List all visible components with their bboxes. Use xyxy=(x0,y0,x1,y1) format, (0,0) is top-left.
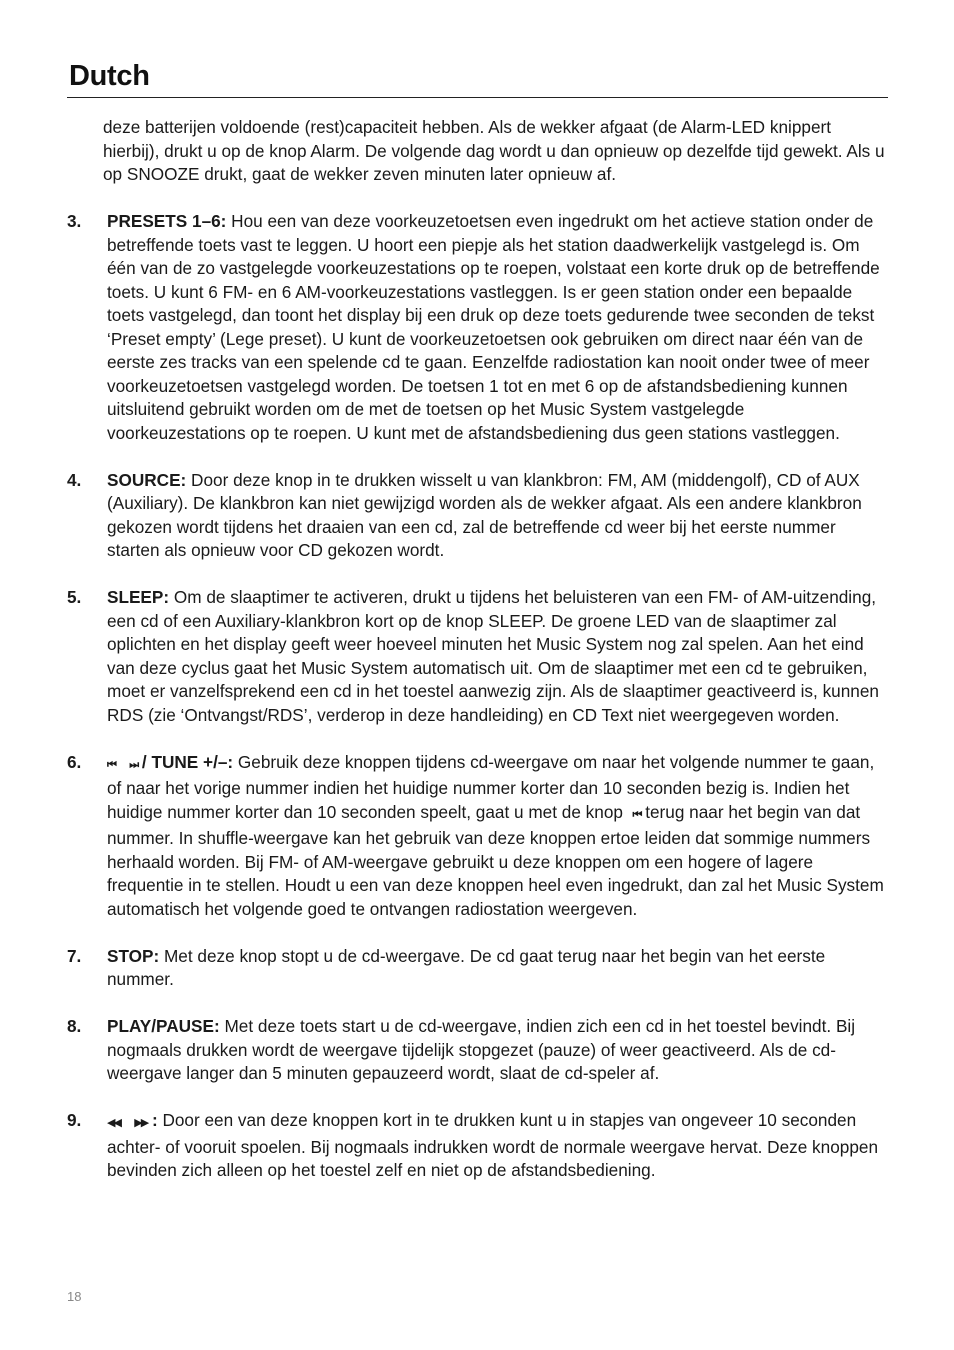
item-text: Gebruik deze knoppen tijdens cd-weergave om naar het volgende nummer te gaan, of naar het vorige nummer indien het huidige nummer korter dan 10 seconden bezig is. Indien het huidige nummer korter dan 10 seconden speelt, gaat u met de knop xyxy=(107,751,875,822)
item-term: : xyxy=(147,1110,158,1130)
item-text: Door deze knop in te drukken wisselt u van klankbron: FM, AM (middengolf), CD of AUX (Auxiliary). De klankbron kan niet gewijzigd worden als de wekker afgaat. Als een andere klankbron gekozen wordt tijdens het draaien van een cd, zal de betreffende cd weer bij het eerste nummer starten als opnieuw voor CD gekozen wordt. xyxy=(107,469,862,560)
list-item-source xyxy=(67,469,885,563)
page-title: Dutch xyxy=(69,60,150,92)
list-item-skip-tune xyxy=(67,751,885,922)
item-number: 8. xyxy=(67,1016,82,1036)
intro-paragraph: deze batterijen voldoende (rest)capaciteit hebben. Als de wekker afgaat (de Alarm-LED knippert hierbij), drukt u op de knop Alarm. De volgende dag wordt u dan opnieuw op dezelfde tijd gewekt. Als u op SNOOZE drukt, gaat de wekker zeven minuten later opnieuw af. xyxy=(103,117,885,184)
item-number: 6. xyxy=(67,751,82,772)
rewind-icon: ◀◀ xyxy=(107,1117,120,1129)
document-body xyxy=(67,116,885,1183)
list-item-stop xyxy=(67,945,885,992)
item-text: Door een van deze knoppen kort in te drukken kunt u in stapjes van ongeveer 10 seconden achter- of vooruit spoelen. Bij nogmaals indrukken wordt de normale weergave hervat. Deze knoppen bevinden zich alleen op het toestel zelf en niet op de afstandsbediening. xyxy=(107,1110,879,1180)
page-number: 18 xyxy=(67,1289,82,1304)
item-body xyxy=(107,1015,885,1086)
item-body xyxy=(107,751,885,922)
item-term: PLAY/PAUSE: xyxy=(107,1016,220,1036)
list-item-play-pause xyxy=(67,1015,885,1086)
skip-next-icon: ⏭ xyxy=(129,758,138,771)
item-text: Om de slaaptimer te activeren, drukt u tijdens het beluisteren van een FM- of AM-uitzending, een cd of een Auxiliary-klankbron kort op de knop SLEEP. De groene LED van de slaaptimer zal oplichten en het display geeft weer hoeveel minuten het Music System nog zal spelen. Aan het eind van deze cyclus gaat het Music System automatisch uit. Om de slaaptimer met een cd te gebruiken, moet er vanzelfsprekend een cd in het toestel aanwezig zijn. Als de slaaptimer geactiveerd is, kunnen RDS (zie ‘Ontvangst/RDS’, verderop in deze handleiding) en CD Text niet weergegeven worden. xyxy=(107,587,879,725)
list-item-rewind-forward xyxy=(67,1109,885,1183)
item-number: 3. xyxy=(67,211,82,231)
skip-previous-icon: ⏮ xyxy=(632,808,641,821)
item-body xyxy=(107,945,885,992)
item-term: PRESETS 1–6: xyxy=(107,211,227,231)
item-body xyxy=(107,210,885,445)
item-term: STOP: xyxy=(107,945,160,966)
item-body xyxy=(107,586,885,727)
item-number: 9. xyxy=(67,1110,82,1130)
item-text: Hou een van deze voorkeuzetoetsen even ingedrukt om het actieve station onder de betreffende toets vast te leggen. U hoort een piepje als het station daadwerkelijk vastgelegd is. Om één van de zo vastgelegde voorkeuzestations op te roepen, volstaat een korte druk op de betreffende toets. U kunt 6 FM- en 6 AM-voorkeuzestations vastleggen. Is er geen station onder een bepaalde toets vastgelegd, dan toont het display bij een druk op deze toets gedurende twee seconden de tekst ‘Preset empty’ (Lege preset). U kunt de voorkeuzetoetsen ook gebruiken om direct naar één van de eerste zes tracks van een spelende cd te gaan. Eenzelfde radiostation kan nooit onder twee of meer voorkeuzetoetsen vastgelegd worden. De toetsen 1 tot en met 6 op de afstandsbediening kunnen uitsluitend gebruikt worden om de met de toetsen op het Music System vastgelegde voorkeuzestations op te roepen. U kunt met de afstandsbediening dus geen stations vastleggen. xyxy=(107,211,880,443)
item-text: Met deze knop stopt u de cd-weergave. De cd gaat terug naar het begin van het eerste nummer. xyxy=(107,945,826,989)
item-text-continued: terug naar het begin van dat nummer. In shuffle-weergave kan het gebruik van deze knoppen ertoe leiden dat sommige nummers herhaald worden. Bij FM- of AM-weergave gebruikt u deze knoppen om een hogere of lagere frequentie in te stellen. Houdt u een van deze knoppen heel even ingedrukt, dan zal het Music System automatisch het volgende goed te ontvangen radiostation weergeven. xyxy=(107,801,884,919)
item-number: 4. xyxy=(67,469,82,490)
item-body xyxy=(107,469,885,563)
title-divider xyxy=(67,97,888,98)
item-body xyxy=(107,1109,885,1183)
item-term: / TUNE +/–: xyxy=(137,751,234,772)
list-item-presets xyxy=(67,210,885,445)
list-item-sleep xyxy=(67,586,885,727)
item-term: SOURCE: xyxy=(107,469,187,490)
item-number: 5. xyxy=(67,587,82,607)
item-text: Met deze toets start u de cd-weergave, indien zich een cd in het toestel bevindt. Bij nogmaals drukken wordt de weergave tijdelijk stopgezet (pauze) of weer geactiveerd. Als de cd-weergave langer dan 5 minuten gepauzeerd wordt, slaat de cd-speler af. xyxy=(107,1016,856,1083)
item-term: SLEEP: xyxy=(107,587,170,607)
item-number: 7. xyxy=(67,945,82,966)
skip-previous-icon: ⏮ xyxy=(107,758,115,771)
fast-forward-icon: ▶▶ xyxy=(134,1117,148,1129)
